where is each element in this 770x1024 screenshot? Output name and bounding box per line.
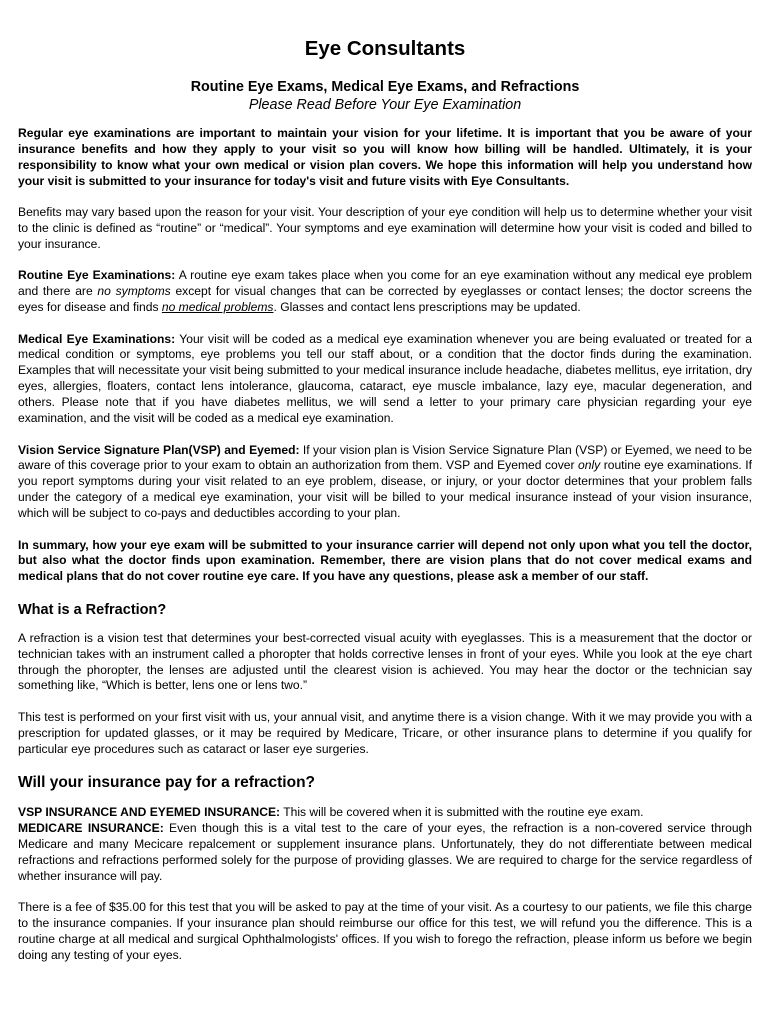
refraction-paragraph-2: This test is performed on your first visit with us, your annual visit, and anytime there is a vision change. With it we may provide you with a prescription for updated glasses, or it may be required by Medicare, Tricare, or other insurance plans to determine if you qualify for particular eye procedures such as cataract or laser eye surgeries. (18, 709, 752, 756)
medicare-insurance-label: MEDICARE INSURANCE: (18, 821, 164, 835)
routine-text-1: A routine eye exam takes place when you come for an eye examination without any medical eye problem and there are (18, 268, 752, 299)
routine-text-3: . Glasses and contact lens prescriptions may be updated. (273, 300, 581, 315)
routine-underline-italic: no medical problems (161, 300, 274, 315)
vsp-insurance-label: VSP INSURANCE AND EYEMED INSURANCE: (18, 805, 281, 820)
document-subtitle: Routine Eye Exams, Medical Eye Exams, and Refractions (190, 79, 580, 95)
summary-paragraph: In summary, how your eye exam will be submitted to your insurance carrier will depend not only upon what you tell the doctor, but also what the doctor finds upon examination. Remember, there are vision plans that do not cover medical exams and medical plans that do not cover routine eye care. If you have any questions, please ask a member of our staff. (18, 537, 752, 584)
vsp-text-1: If your vision plan is Vision Service Signature Plan (VSP) or Eyemed, we need to be aware of this coverage prior to your exam to obtain an authorization from them. VSP and Eyemed cover (18, 442, 753, 473)
medicare-insurance-paragraph (18, 821, 752, 885)
routine-italic-1: no symptoms (97, 284, 171, 299)
benefits-paragraph: Benefits may vary based upon the reason for your visit. Your description of your eye condition will help us to determine whether your visit to the clinic is defined as “routine” or “medical”. Your symptoms and eye examination will determine how your visit is coded and billed to your insurance. (18, 205, 752, 251)
intro-bold-paragraph: Regular eye examinations are important to maintain your vision for your lifetime. It is important that you be aware of your insurance benefits and how they apply to your visit so you will know how billing will be handled. Ultimately, it is your responsibility to know what your own medical or vision plan covers. We hope this information will help you understand how your visit is submitted to your insurance for today's visit and future visits with Eye Consultants. (18, 126, 752, 188)
document-subtitle-italic: Please Read Before Your Eye Examination (248, 97, 522, 113)
insurance-heading: Will your insurance pay for a refraction? (18, 774, 316, 792)
refraction-heading: What is a Refraction? (18, 601, 167, 618)
vsp-heading: Vision Service Signature Plan(VSP) and Eyemed: (18, 442, 300, 457)
fee-paragraph: There is a fee of $35.00 for this test that you will be asked to pay at the time of your visit. As a courtesy to our patients, we file this charge to the insurance companies. If your insurance plan should reimburse our office for this test, we will refund you the difference. This is a routine charge at all medical and surgical Ophthalmologists' offices. If you wish to forego the refraction, please inform us before we begin doing any testing of your eyes. (18, 900, 752, 962)
medical-exam-heading: Medical Eye Examinations: (18, 331, 176, 346)
vsp-text-2: routine eye examinations. If you report symptoms during your visit related to an eye problem, disease, or injury, or your doctor determines that your problem falls under the category of a medical eye examination, your visit will be billed to your medical insurance instead of your vision insurance, which will be subject to co-pays and deductibles according to your plan. (18, 458, 752, 521)
medical-exam-text: Your visit will be coded as a medical eye examination whenever you are being evaluated or treated for a medical condition or symptoms, eye problems you tell our staff about, or a condition that the doctor finds during the examination. Examples that will necessitate your visit being submitted to your medical insurance include headache, diabetes mellitus, eye irritation, dry eyes, allergies, floaters, contact lens intolerance, glaucoma, cataract, eye muscle imbalance, lazy eye, macular degeneration, and others. Please note that if you have diabetes mellitus, we will send a letter to your primary care physician regarding your eye examination, and the visit will be coded as a medical eye examination. (18, 331, 752, 426)
routine-exam-paragraph (18, 268, 752, 316)
vsp-insurance-text: This will be covered when it is submitted with the routine eye exam. (280, 805, 644, 820)
vsp-italic: only (578, 458, 601, 473)
medical-exam-paragraph (18, 332, 752, 427)
routine-exam-heading: Routine Eye Examinations: (18, 268, 176, 283)
vsp-paragraph (18, 443, 752, 523)
medicare-insurance-text: Even though this is a vital test to the care of your eyes, the refraction is a non-covered service through Medicare and many Mecicare repalcement or supplement insurance plans. Unfortunately, they do not differentiate between medical refractions and refractions performed solely for the purpose of providing glasses. We are required to charge for the service regardless of whether insurance will pay. (18, 821, 752, 883)
vsp-insurance-line (18, 805, 752, 821)
routine-text-2: except for visual changes that can be corrected by eyeglasses or contact lenses; the doctor screens the eyes for disease and finds (18, 284, 752, 315)
refraction-paragraph-1: A refraction is a vision test that determines your best-corrected visual acuity with eyeglasses. This is a measurement that the doctor or technician takes with an instrument called a phoropter that holds corrective lenses in front of your eyes. While you look at the eye chart through the phoropter, the lenses are adjusted until the clearest vision is achieved. You may hear the doctor or the technician say something like, “Which is better, lens one or lens two.” (18, 630, 752, 693)
page-title: Eye Consultants (304, 37, 466, 60)
